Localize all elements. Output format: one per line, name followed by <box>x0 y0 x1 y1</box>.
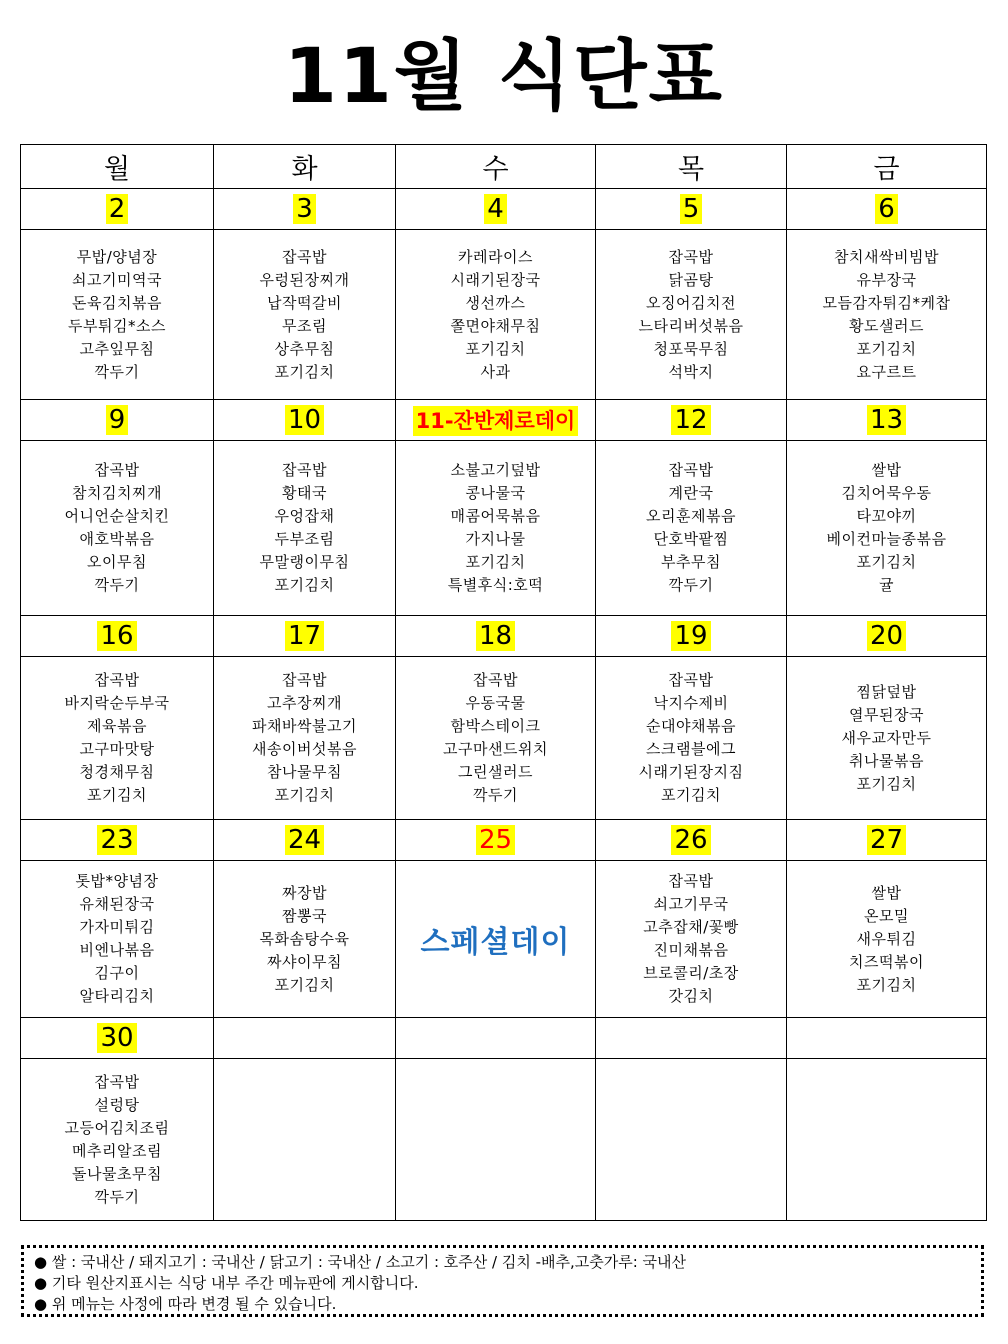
menu-item: 포기김치 <box>856 553 917 571</box>
notice-line: ● 쌀 : 국내산 / 돼지고기 : 국내산 / 닭고기 : 국내산 / 소고기 : 호주산 / 김치 -배추,고춧가루: 국내산 <box>34 1253 687 1271</box>
menu-item: 고추잎무침 <box>79 339 155 358</box>
menu-item: 특별후식:호떡 <box>447 576 544 594</box>
menu-item: 돈육김치볶음 <box>72 293 162 312</box>
weekday-fri: 금 <box>787 145 987 189</box>
menu-item: 시래기된장지짐 <box>638 763 744 781</box>
date-label: 4 <box>484 194 507 224</box>
menu-items <box>21 459 213 597</box>
date-cell <box>787 400 987 441</box>
date-cell-empty <box>787 1018 987 1059</box>
menu-item: 알타리김치 <box>79 987 155 1005</box>
date-cell <box>214 400 396 441</box>
menu-cell-empty <box>396 1059 596 1221</box>
date-cell <box>596 820 787 861</box>
menu-item: 황태국 <box>282 484 327 502</box>
menu-item: 우엉잡채 <box>274 507 335 525</box>
menu-items <box>787 882 986 997</box>
date-cell <box>787 616 987 657</box>
date-label: 13 <box>867 405 906 435</box>
menu-cell <box>596 230 787 400</box>
menu-row <box>21 441 987 616</box>
menu-item: 포기김치 <box>465 339 526 358</box>
menu-item: 새송이버섯볶음 <box>252 740 357 758</box>
menu-items <box>396 246 595 384</box>
date-label: 6 <box>875 194 898 224</box>
menu-item: 쌀밥 <box>871 883 902 902</box>
menu-item: 닭곰탕 <box>668 270 714 289</box>
menu-item: 깍두기 <box>668 576 714 594</box>
weekday-mon: 월 <box>21 145 214 189</box>
menu-item: 소불고기덮밥 <box>450 461 541 479</box>
date-cell <box>787 820 987 861</box>
menu-item: 잡곡밥 <box>94 461 140 479</box>
menu-item: 설렁탕 <box>94 1095 140 1114</box>
menu-item: 어니언순살치킨 <box>64 507 170 525</box>
menu-item: 쇠고기무국 <box>653 895 729 913</box>
menu-item: 유부장국 <box>856 270 917 289</box>
menu-item: 오리훈제볶음 <box>646 507 736 525</box>
date-cell <box>396 616 596 657</box>
menu-item: 무조림 <box>282 316 327 335</box>
menu-item: 잡곡밥 <box>668 872 714 890</box>
date-cell <box>596 400 787 441</box>
menu-cell <box>787 230 987 400</box>
menu-cell-empty <box>596 1059 787 1221</box>
zero-waste-day-label: 11-잔반제로데이 <box>413 406 579 436</box>
menu-item: 애호박볶음 <box>79 530 155 548</box>
menu-item: 콩나물국 <box>465 484 526 502</box>
date-label: 27 <box>867 825 906 855</box>
menu-items <box>787 459 986 597</box>
menu-item: 포기김치 <box>274 362 335 381</box>
date-row <box>21 820 987 861</box>
menu-item: 깍두기 <box>94 1187 140 1206</box>
menu-item: 무밥/양념장 <box>76 247 158 266</box>
menu-items <box>214 669 395 807</box>
date-cell <box>787 189 987 230</box>
menu-cell <box>21 1059 214 1221</box>
menu-item: 납작떡갈비 <box>267 293 342 312</box>
menu-item: 느타리버섯볶음 <box>638 316 744 335</box>
menu-row <box>21 1059 987 1221</box>
menu-cell <box>214 861 396 1018</box>
menu-item: 잡곡밥 <box>668 247 714 266</box>
menu-item: 온모밀 <box>864 906 909 925</box>
menu-item: 참치새싹비빔밥 <box>834 247 939 266</box>
menu-item: 포기김치 <box>274 786 335 804</box>
menu-item: 포기김치 <box>87 786 147 804</box>
date-label: 9 <box>106 405 129 435</box>
menu-item: 요구르트 <box>856 362 917 381</box>
menu-item: 잡곡밥 <box>94 671 140 689</box>
date-label: 17 <box>285 621 324 651</box>
menu-cell <box>214 230 396 400</box>
menu-item: 쌀밥 <box>871 461 902 479</box>
date-cell <box>214 189 396 230</box>
menu-row <box>21 861 987 1018</box>
menu-item: 그린샐러드 <box>458 763 533 781</box>
menu-item: 가지나물 <box>465 530 526 548</box>
date-cell <box>21 616 214 657</box>
menu-item: 고구마맛탕 <box>79 740 155 758</box>
menu-items <box>596 459 786 597</box>
menu-cell-empty <box>214 1059 396 1221</box>
menu-item: 낙지수제비 <box>653 694 729 712</box>
menu-item: 목화솜탕수육 <box>259 929 350 948</box>
date-cell <box>21 400 214 441</box>
menu-item: 짜샤이무침 <box>267 952 342 971</box>
menu-item: 무말랭이무침 <box>259 553 350 571</box>
menu-cell <box>396 657 596 820</box>
menu-row <box>21 230 987 400</box>
menu-item: 포기김치 <box>856 774 917 793</box>
menu-item: 석박지 <box>668 362 714 381</box>
date-label: 2 <box>106 194 129 224</box>
menu-item: 잡곡밥 <box>473 671 518 689</box>
menu-cell <box>21 861 214 1018</box>
weekday-thu: 목 <box>596 145 787 189</box>
menu-item: 진미채볶음 <box>653 941 729 959</box>
menu-items <box>21 1071 213 1209</box>
date-label: 20 <box>867 621 906 651</box>
menu-item: 청경채무침 <box>79 763 155 781</box>
menu-items <box>596 246 786 384</box>
date-label: 5 <box>680 194 703 224</box>
weekday-wed: 수 <box>396 145 596 189</box>
menu-item: 두부조림 <box>274 530 335 548</box>
menu-cell <box>396 230 596 400</box>
date-label: 23 <box>97 825 136 855</box>
menu-item: 포기김치 <box>274 975 335 994</box>
menu-item: 포기김치 <box>274 576 335 594</box>
menu-item: 짬뽕국 <box>282 906 327 925</box>
menu-cell <box>21 441 214 616</box>
menu-item: 고추잡채/꽃빵 <box>643 918 739 936</box>
menu-cell <box>596 861 787 1018</box>
menu-item: 오징어김치전 <box>646 293 736 312</box>
menu-item: 포기김치 <box>856 975 917 994</box>
date-row <box>21 1018 987 1059</box>
menu-item: 깍두기 <box>473 786 518 804</box>
menu-cell <box>21 230 214 400</box>
menu-cell <box>396 861 596 1018</box>
menu-items <box>21 870 213 1008</box>
menu-item: 제육볶음 <box>87 717 147 735</box>
menu-items <box>396 459 595 597</box>
menu-item: 잡곡밥 <box>282 247 327 266</box>
date-cell <box>396 400 596 441</box>
special-day-label: 스페셜데이 <box>420 925 571 960</box>
menu-item: 우렁된장찌개 <box>259 270 350 289</box>
date-cell <box>596 189 787 230</box>
menu-item: 취나물볶음 <box>849 751 924 770</box>
menu-item: 톳밥*양념장 <box>75 872 159 890</box>
date-cell <box>214 820 396 861</box>
menu-item: 잡곡밥 <box>282 671 327 689</box>
date-label: 19 <box>671 621 710 651</box>
menu-items <box>596 669 786 807</box>
date-label: 10 <box>285 405 324 435</box>
menu-items <box>787 246 986 384</box>
menu-item: 새우교자만두 <box>841 728 932 747</box>
menu-item: 매콤어묵볶음 <box>450 507 541 525</box>
menu-row <box>21 657 987 820</box>
date-cell <box>396 820 596 861</box>
menu-items <box>214 246 395 384</box>
menu-cell <box>787 441 987 616</box>
menu-item: 깍두기 <box>94 576 140 594</box>
date-label: 16 <box>97 621 136 651</box>
menu-item: 시래기된장국 <box>450 270 541 289</box>
date-cell <box>21 189 214 230</box>
menu-item: 짜장밥 <box>282 883 327 902</box>
date-label: 26 <box>671 825 710 855</box>
menu-items <box>21 669 213 807</box>
menu-items <box>787 681 986 796</box>
menu-item: 스크램블에그 <box>646 740 736 758</box>
menu-item: 생선까스 <box>465 293 526 312</box>
menu-item: 참치김치찌개 <box>72 484 162 502</box>
menu-cell <box>787 657 987 820</box>
menu-item: 바지락순두부국 <box>64 694 170 712</box>
menu-item: 깍두기 <box>94 362 140 381</box>
date-cell <box>396 189 596 230</box>
menu-item: 포기김치 <box>661 786 721 804</box>
menu-item: 치즈떡볶이 <box>849 952 924 971</box>
notice-line: ● 위 메뉴는 사정에 따라 변경 될 수 있습니다. <box>34 1295 337 1313</box>
weekday-header-row <box>21 145 987 189</box>
menu-item: 돌나물초무침 <box>72 1164 162 1183</box>
menu-item: 갓김치 <box>668 987 714 1005</box>
date-label-special: 25 <box>476 825 515 855</box>
menu-item: 황도샐러드 <box>849 316 924 335</box>
menu-item: 고구마샌드위치 <box>443 740 548 758</box>
menu-item: 포기김치 <box>465 553 526 571</box>
menu-item: 카레라이스 <box>458 247 533 266</box>
menu-item: 포기김치 <box>856 339 917 358</box>
menu-item: 두부튀김*소스 <box>68 316 166 335</box>
menu-item: 김치어묵우동 <box>841 484 932 502</box>
menu-cell <box>787 861 987 1018</box>
menu-item: 유채된장국 <box>79 895 155 913</box>
date-cell <box>214 616 396 657</box>
menu-item: 브로콜리/초장 <box>643 964 739 982</box>
menu-item: 단호박팥찜 <box>653 530 729 548</box>
menu-cell <box>596 657 787 820</box>
menu-item: 부추무침 <box>661 553 721 571</box>
date-cell <box>21 820 214 861</box>
menu-cell <box>214 657 396 820</box>
menu-cell <box>214 441 396 616</box>
menu-item: 잡곡밥 <box>282 461 327 479</box>
menu-items <box>396 669 595 807</box>
menu-item: 청포묵무침 <box>653 339 729 358</box>
menu-item: 상추무침 <box>274 339 335 358</box>
menu-item: 찜닭덮밥 <box>856 682 917 701</box>
menu-table <box>20 144 987 1221</box>
menu-item: 가자미튀김 <box>79 918 155 936</box>
menu-item: 메추리알조림 <box>72 1141 162 1160</box>
menu-items <box>214 882 395 997</box>
menu-item: 참나물무침 <box>267 763 342 781</box>
menu-item: 쫄면야채무침 <box>450 316 541 335</box>
date-cell <box>21 1018 214 1059</box>
menu-item: 계란국 <box>668 484 714 502</box>
menu-item: 베이컨마늘종볶음 <box>826 530 947 548</box>
menu-item: 잡곡밥 <box>668 671 714 689</box>
origin-notice-box <box>21 1245 984 1317</box>
page-title: 11월 식단표 <box>284 31 724 120</box>
menu-item: 순대야채볶음 <box>646 717 736 735</box>
menu-item: 모듬감자튀김*케찹 <box>822 293 951 312</box>
date-label: 18 <box>476 621 515 651</box>
date-label: 30 <box>97 1023 136 1053</box>
menu-cell <box>596 441 787 616</box>
menu-item: 새우튀김 <box>856 929 917 948</box>
date-label: 24 <box>285 825 324 855</box>
notice-line: ● 기타 원산지표시는 식당 내부 주간 메뉴판에 게시합니다. <box>34 1274 419 1292</box>
menu-item: 비엔나볶음 <box>79 941 155 959</box>
menu-item: 김구이 <box>94 964 140 982</box>
menu-item: 잡곡밥 <box>94 1072 140 1091</box>
menu-item: 타꼬야끼 <box>856 507 917 525</box>
date-cell <box>596 616 787 657</box>
weekday-tue: 화 <box>214 145 396 189</box>
menu-item: 귤 <box>879 576 894 594</box>
menu-item: 쇠고기미역국 <box>72 270 162 289</box>
menu-item: 파채바싹불고기 <box>252 717 357 735</box>
menu-item: 오이무침 <box>87 553 147 571</box>
menu-cell <box>396 441 596 616</box>
menu-item: 열무된장국 <box>849 705 924 724</box>
date-label: 3 <box>293 194 316 224</box>
date-cell-empty <box>596 1018 787 1059</box>
menu-cell <box>21 657 214 820</box>
menu-items <box>214 459 395 597</box>
date-row <box>21 400 987 441</box>
date-label: 12 <box>671 405 710 435</box>
date-cell-empty <box>396 1018 596 1059</box>
menu-item: 함박스테이크 <box>450 717 541 735</box>
date-row <box>21 189 987 230</box>
menu-item: 고등어김치조림 <box>64 1118 170 1137</box>
menu-item: 고추장찌개 <box>267 694 342 712</box>
menu-item: 잡곡밥 <box>668 461 714 479</box>
menu-items <box>21 246 213 384</box>
menu-items <box>596 870 786 1008</box>
date-cell-empty <box>214 1018 396 1059</box>
menu-item: 사과 <box>480 362 511 381</box>
menu-cell-empty <box>787 1059 987 1221</box>
menu-item: 우동국물 <box>465 694 526 712</box>
date-row <box>21 616 987 657</box>
